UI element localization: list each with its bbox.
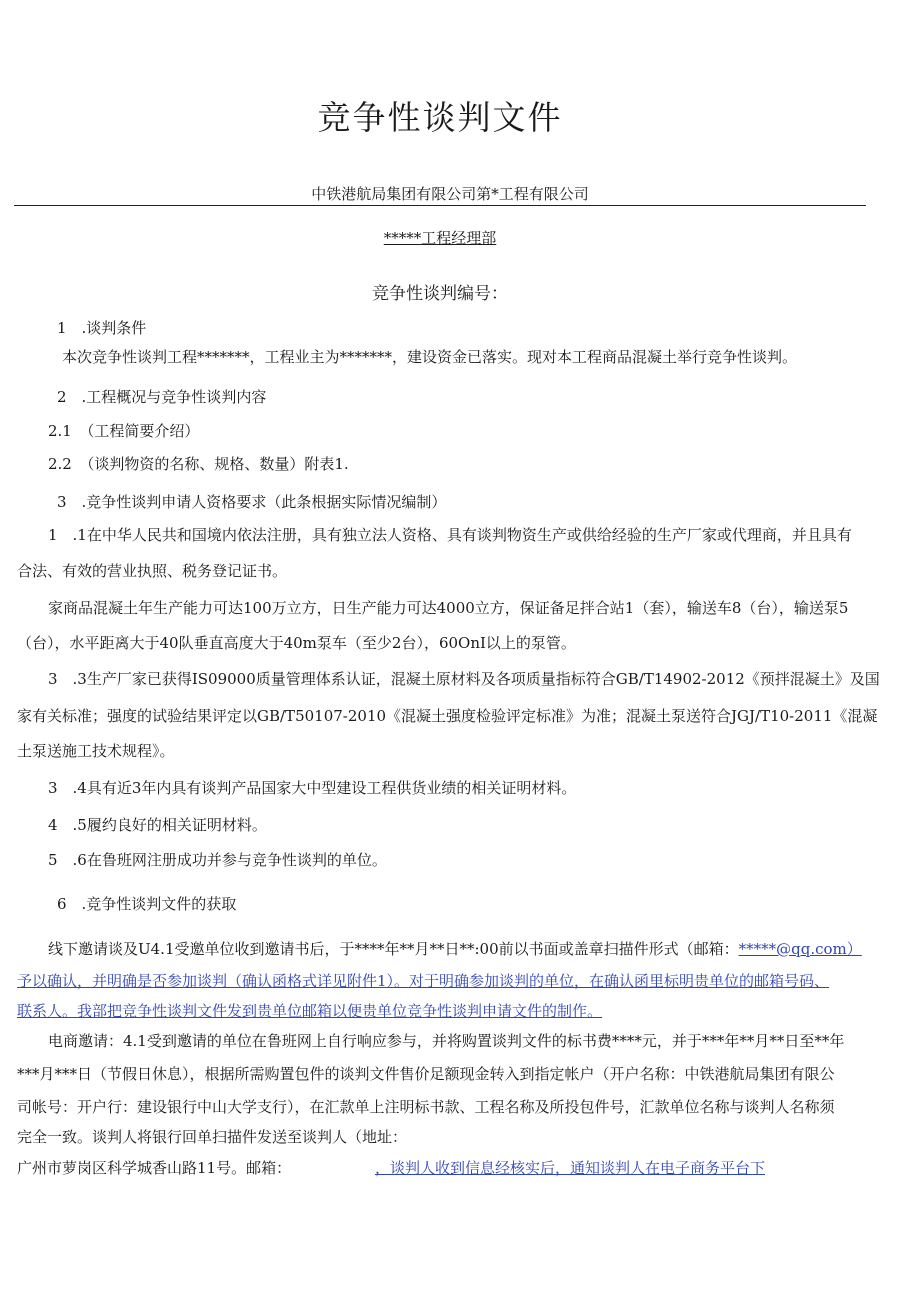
item-3-2-line1: 家商品混凝土年生产能力可达100万立方，日生产能力可达4000立方，保证备足拌合站1（套），输送车8（台），输送泵5 xyxy=(48,599,849,617)
item-3-4: 3 .4具有近3年内具有谈判产品国家大中型建设工程供货业绩的相关证明材料。 xyxy=(48,779,577,797)
section-2-heading: 2 .工程概况与竞争性谈判内容 xyxy=(57,388,267,406)
item-3-1-line2: 合法、有效的营业执照、税务登记证书。 xyxy=(17,562,288,580)
item-3-5: 4 .5履约良好的相关证明材料。 xyxy=(48,816,267,834)
item-2-1: 2.1 （工程简要介绍） xyxy=(48,422,200,440)
notification-link[interactable]: ，谈判人收到信息经核实后，通知谈判人在电子商务平台下 xyxy=(375,1159,766,1177)
company-name: 中铁港航局集团有限公司第*工程有限公司 xyxy=(311,185,589,203)
offline-invite-text: 线下邀请谈及U4.1受邀单位收到邀请书后，于****年**月**日**:00前以书面或盖章扫描件形式（邮箱： xyxy=(48,940,739,958)
department-name: *****工程经理部 xyxy=(383,229,497,247)
ecommerce-invite-line1: 电商邀请：4.1受到邀请的单位在鲁班网上自行响应参与，并将购置谈判文件的标书费****元，并于***年**月**日至**年 xyxy=(48,1032,845,1050)
offline-invite-line2[interactable]: 予以确认，并明确是否参加谈判（确认函格式详见附件1）。对于明确参加谈判的单位，在确认函里标明贵单位的邮箱号码、 xyxy=(17,972,830,990)
section-1-heading: 1 .谈判条件 xyxy=(57,319,147,337)
ecommerce-invite-line4: 完全一致。谈判人将银行回单扫描件发送至谈判人（地址： xyxy=(17,1128,408,1146)
offline-invite-line1 xyxy=(48,938,862,959)
item-3-1-line1: 1 .1在中华人民共和国境内依法注册，具有独立法人资格、具有谈判物资生产或供给经验的生产厂家或代理商，并且具有 xyxy=(48,526,852,544)
item-3-3-line2: 家有关标准；强度的试验结果评定以GB/T50107-2010《混凝土强度检验评定标准》为准；混凝土泵送符合JGJ/T10-2011《混凝 xyxy=(17,707,878,725)
item-3-6: 5 .6在鲁班网注册成功并参与竞争性谈判的单位。 xyxy=(48,851,387,869)
item-2-2: 2.2 （谈判物资的名称、规格、数量）附表1. xyxy=(48,455,349,473)
email-link[interactable]: *****@qq.com） xyxy=(738,940,862,958)
section-1-body: 本次竞争性谈判工程*******，工程业主为*******，建设资金已落实。现对本工程商品混凝土举行竞争性谈判。 xyxy=(62,348,798,366)
section-6-heading: 6 .竞争性谈判文件的获取 xyxy=(57,895,237,913)
item-3-2-line2: （台），水平距离大于40队垂直高度大于40m泵车（至少2台），60OnI以上的泵管。 xyxy=(17,634,576,652)
ecommerce-invite-line3: 司帐号：开户行：建设银行中山大学支行），在汇款单上注明标书款、工程名称及所投包件号，汇款单位名称与谈判人名称须 xyxy=(17,1098,835,1116)
offline-invite-line3[interactable]: 联系人。我部把竞争性谈判文件发到贵单位邮箱以便贵单位竞争性谈判申请文件的制作。 xyxy=(17,1002,603,1020)
ecommerce-invite-line2: ***月***日（节假日休息），根据所需购置包件的谈判文件售价足额现金转入到指定帐户（开户名称：中铁港航局集团有限公 xyxy=(17,1065,835,1083)
header-rule xyxy=(14,205,866,206)
address-line-text: 广州市萝岗区科学城香山路11号。邮箱： xyxy=(17,1159,292,1177)
negotiation-number-label: 竞争性谈判编号： xyxy=(372,284,508,304)
item-3-3-line1: 3 .3生产厂家已获得IS09000质量管理体系认证，混凝土原材料及各项质量指标符合GB/T14902-2012《预拌混凝土》及国 xyxy=(48,670,880,688)
item-3-3-line3: 土泵送施工技术规程》。 xyxy=(17,742,175,760)
section-3-heading: 3 .竞争性谈判申请人资格要求（此条根据实际情况编制） xyxy=(57,493,447,511)
document-title: 竞争性谈判文件 xyxy=(317,98,563,137)
